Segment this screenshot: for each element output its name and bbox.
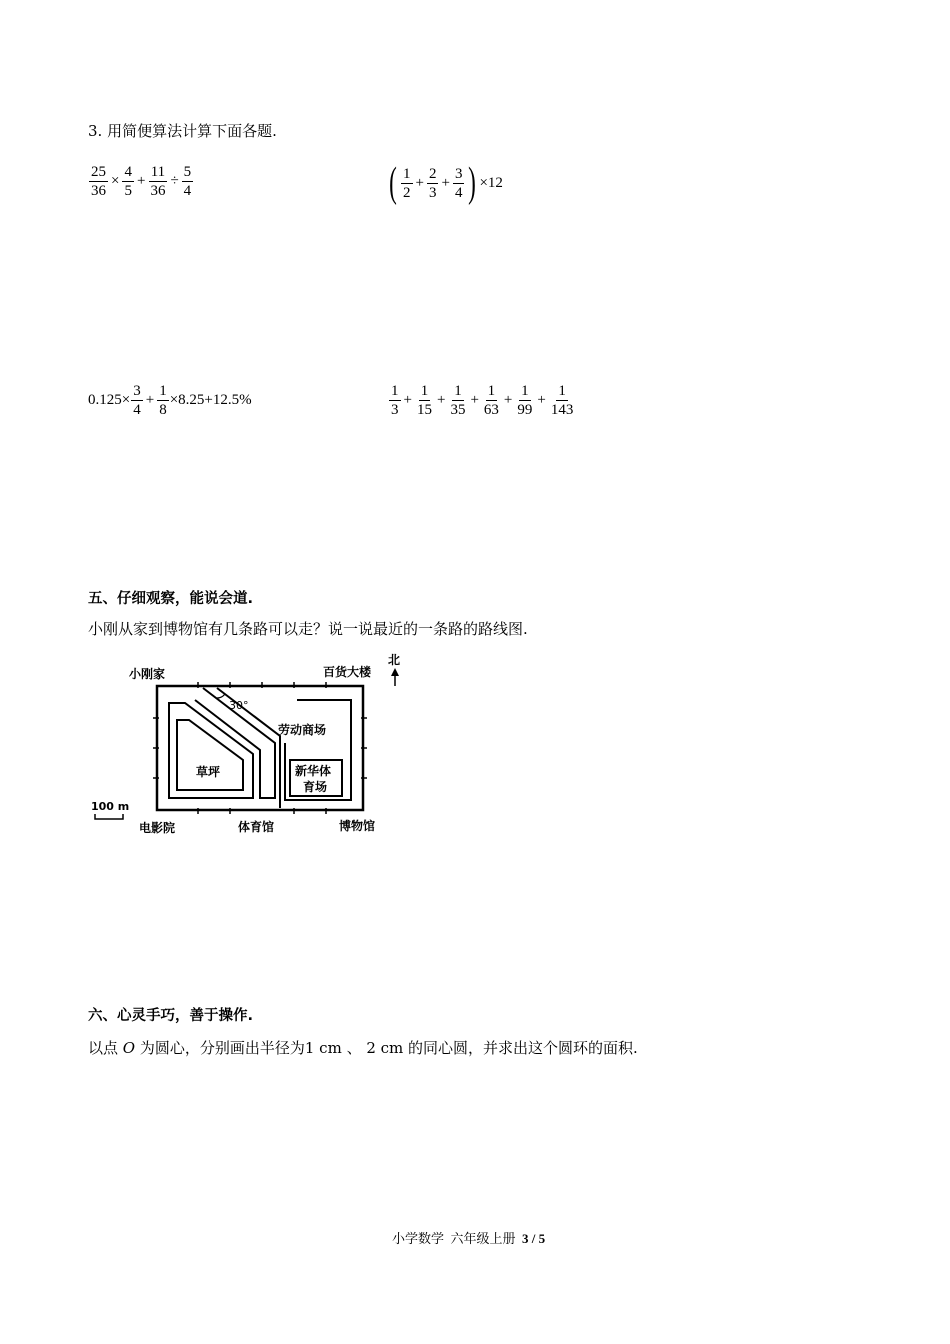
math-token: 15	[416, 402, 432, 418]
math-token: +	[436, 392, 446, 408]
fraction	[549, 382, 576, 419]
fraction	[89, 163, 108, 200]
fraction	[515, 382, 534, 419]
math-token: 8	[159, 402, 167, 418]
fraction	[482, 382, 501, 419]
math-token: 4	[133, 402, 141, 418]
math-token: 2	[403, 184, 411, 201]
page-footer: 小学数学 六年级上册 3 / 5	[392, 1231, 546, 1246]
section-6-question: 以点 O 为圆心，分别画出半径为1 cm 、 2 cm 的同心圆，并求出这个圆环的面积.	[88, 1039, 638, 1057]
math-token: 99	[517, 402, 533, 418]
label-museum: 博物馆	[339, 819, 376, 833]
point-o: O	[122, 1039, 136, 1057]
math-token: +	[415, 174, 424, 191]
math-token: ×12	[479, 174, 503, 191]
angle-arc	[217, 694, 225, 698]
section-5-heading: 五、仔细观察，能说会道.	[88, 591, 254, 607]
label-cinema: 电影院	[139, 821, 176, 835]
fraction	[157, 382, 169, 419]
math-token: 1	[558, 383, 566, 399]
fraction	[131, 382, 143, 419]
expression-1	[88, 163, 194, 200]
math-token: 4	[183, 183, 192, 199]
math-token: +	[537, 392, 546, 408]
math-token: (	[389, 160, 397, 206]
label-grass: 草坪	[196, 765, 221, 779]
math-token: 3	[428, 184, 437, 201]
math-token: +	[470, 392, 479, 408]
page-number: 3 / 5	[522, 1231, 546, 1246]
math-token: +	[145, 392, 155, 408]
label-gym: 体育馆	[238, 820, 275, 834]
math-token: 1	[454, 383, 462, 399]
math-token: 1	[159, 383, 167, 399]
math-token: +	[503, 392, 513, 408]
math-token: ÷	[170, 173, 179, 189]
fraction	[182, 163, 194, 200]
fraction	[415, 382, 434, 419]
label-north: 北	[388, 653, 401, 667]
fraction	[427, 165, 439, 202]
math-token: 4	[124, 164, 132, 180]
fraction	[448, 382, 467, 419]
label-stadium-2: 育场	[303, 780, 328, 794]
section-3-title: 3. 用简便算法计算下面各题.	[88, 122, 277, 140]
label-home: 小刚家	[129, 667, 166, 681]
section-5-question: 小刚从家到博物馆有几条路可以走？说一说最近的一条路的路线图.	[88, 620, 528, 638]
section-6-heading: 六、心灵手巧，善于操作.	[88, 1008, 254, 1024]
scale-bar	[95, 814, 123, 819]
math-token: +	[441, 174, 450, 191]
math-token: 11	[150, 164, 166, 180]
math-token: ×8.25+12.5%	[169, 392, 252, 408]
label-stadium-1: 新华体	[295, 764, 332, 778]
math-token: 1	[521, 383, 529, 399]
fraction	[122, 163, 134, 200]
label-store: 百货大楼	[323, 665, 372, 679]
expression-3	[88, 382, 252, 419]
label-scale: 100 m	[91, 800, 130, 813]
math-token: 1	[487, 383, 496, 399]
fraction	[401, 165, 413, 202]
math-token: 25	[91, 164, 106, 180]
expression-4	[388, 382, 576, 419]
math-token: 63	[483, 402, 499, 418]
math-token: 3	[454, 165, 463, 182]
math-token: 35	[450, 402, 466, 418]
math-token: 36	[91, 183, 106, 199]
math-token: 1	[420, 383, 429, 399]
label-market: 劳动商场	[278, 723, 327, 737]
expression-2	[386, 160, 503, 206]
math-token: 3	[133, 383, 141, 399]
math-token: 5	[183, 164, 192, 180]
math-token: 4	[454, 184, 463, 201]
route-map	[85, 648, 425, 838]
math-token: )	[468, 160, 477, 206]
math-token: 2	[428, 165, 437, 182]
math-token: 1	[391, 383, 399, 399]
fraction	[389, 382, 401, 419]
fraction	[453, 165, 465, 202]
north-arrow-head-icon	[391, 668, 399, 676]
math-token: 5	[124, 183, 132, 199]
math-token: 36	[150, 183, 166, 199]
math-token: ×	[111, 173, 120, 189]
math-token: +	[403, 392, 412, 408]
math-token: 143	[550, 402, 574, 418]
math-token: 0.125×	[88, 392, 131, 408]
label-angle: 30°	[229, 699, 249, 712]
math-token: +	[136, 173, 146, 189]
math-token: 3	[391, 402, 399, 418]
fraction	[148, 163, 167, 200]
math-token: 1	[403, 165, 411, 182]
